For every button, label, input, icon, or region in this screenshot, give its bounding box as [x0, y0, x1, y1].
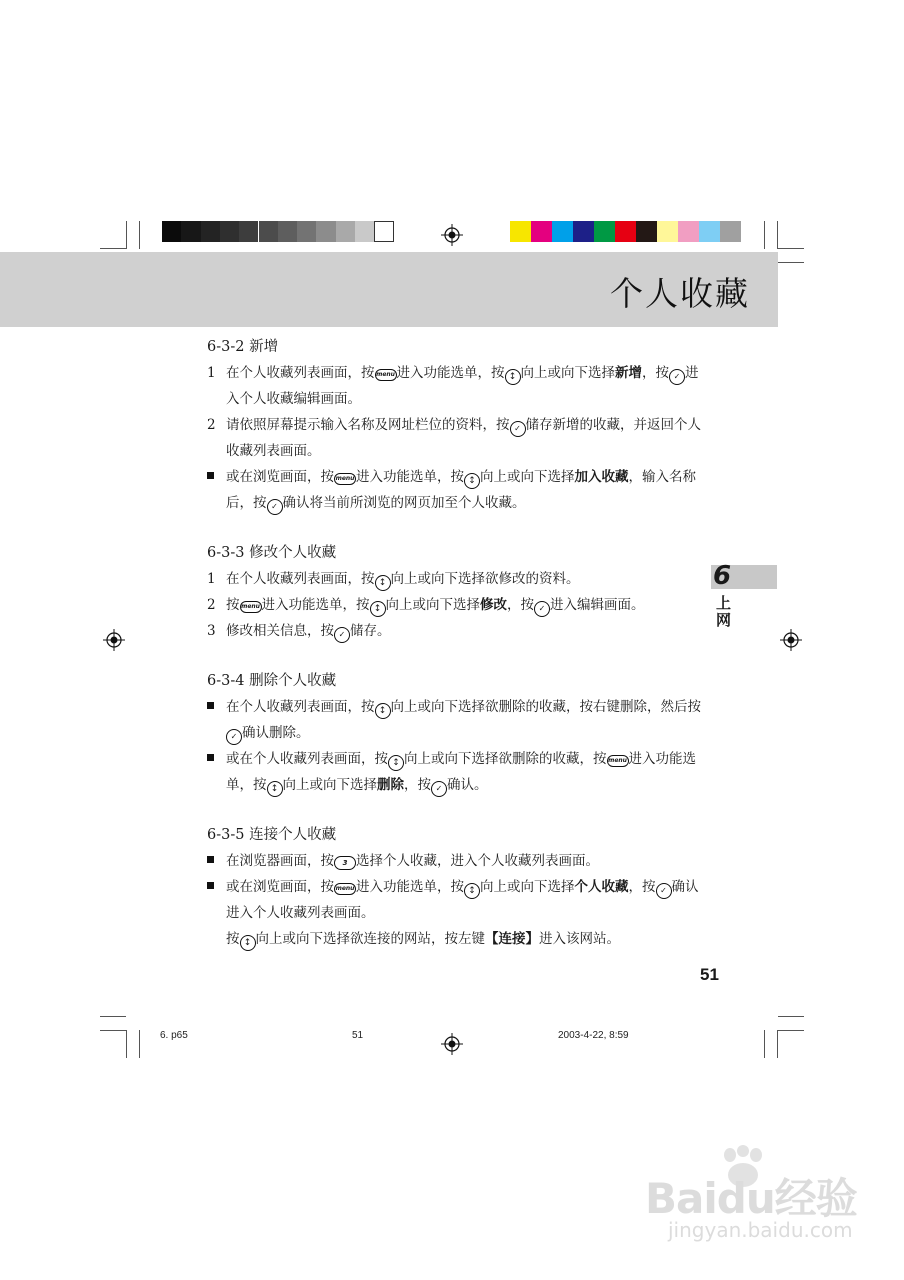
- page-title: 个人收藏: [610, 274, 750, 313]
- list-item: [207, 848, 707, 874]
- crop-mark: [778, 262, 804, 263]
- nav-key-icon: ↕: [505, 369, 521, 385]
- color-swatch: [636, 221, 657, 242]
- watermark-url: jingyan.baidu.com: [668, 1218, 853, 1242]
- list-item: [207, 464, 707, 516]
- body-text: 储存新增的收藏，并返回个人收藏列表画面。: [226, 417, 701, 459]
- section-gap: [207, 644, 707, 668]
- body-text: 或在浏览画面，按: [226, 879, 334, 895]
- crop-mark: [778, 1030, 804, 1031]
- step-number: 1: [207, 571, 216, 587]
- body-text: 向上或向下选择欲修改的资料。: [390, 571, 580, 587]
- footer-page: 51: [352, 1030, 364, 1041]
- menu-key-icon: menu: [240, 601, 262, 613]
- section-title: 6-3-3 修改个人收藏: [207, 545, 337, 561]
- crop-mark: [778, 1016, 804, 1017]
- body-text: 确认。: [447, 777, 488, 793]
- body-text: 或在浏览画面，按: [226, 469, 334, 485]
- body-text: 在个人收藏列表画面，按: [226, 365, 375, 381]
- menu-key-icon: menu: [375, 369, 397, 381]
- list-item: [207, 412, 707, 464]
- body-text: 在浏览器画面，按: [226, 853, 334, 869]
- section-gap: [207, 798, 707, 822]
- bullet-icon: [207, 874, 214, 900]
- list-item: [207, 360, 707, 412]
- body-text: 请依照屏幕提示输入名称及网址栏位的资料，按: [226, 417, 510, 433]
- registration-mark-icon: [103, 629, 125, 651]
- registration-mark-icon: [441, 1033, 463, 1055]
- crop-mark: [100, 1016, 126, 1017]
- manual-content: [207, 334, 707, 952]
- menu-key-icon: menu: [607, 755, 629, 767]
- gray-swatch: [316, 221, 335, 242]
- section-gap: [207, 516, 707, 540]
- body-text: 进入功能选单，按: [356, 469, 464, 485]
- gray-swatch: [201, 221, 220, 242]
- body-text: 向上或向下选择: [282, 777, 377, 793]
- color-swatch: [573, 221, 594, 242]
- body-text: 进入功能选单，按: [226, 751, 696, 793]
- body-text: 修改相关信息，按: [226, 623, 334, 639]
- color-swatch: [678, 221, 699, 242]
- body-text: 确认进入个人收藏列表画面。: [226, 879, 699, 921]
- body-text: 选择个人收藏，进入个人收藏列表画面。: [356, 853, 599, 869]
- number-key-icon: 3: [334, 856, 356, 870]
- menu-option-label: 新增: [615, 365, 642, 381]
- gray-swatch: [181, 221, 200, 242]
- list-item: [207, 746, 707, 798]
- footer-filename: 6. p65: [160, 1030, 188, 1041]
- section-title: 6-3-2 新增: [207, 339, 279, 355]
- registration-mark-icon: [780, 629, 802, 651]
- chapter-number: 6: [713, 561, 732, 591]
- crop-mark: [139, 221, 140, 249]
- menu-option-label: 加入收藏: [574, 469, 629, 485]
- ok-key-icon: ✓: [267, 499, 283, 515]
- gray-swatch: [278, 221, 297, 242]
- bullet-icon: [207, 464, 214, 490]
- ok-key-icon: ✓: [510, 421, 526, 437]
- list-item: [207, 926, 707, 952]
- crop-mark: [100, 1030, 126, 1031]
- color-swatch: [615, 221, 636, 242]
- list-item: [207, 874, 707, 926]
- body-text: 确认将当前所浏览的网页加至个人收藏。: [282, 495, 526, 511]
- body-text: 进入编辑画面。: [550, 597, 645, 613]
- crop-mark: [100, 248, 126, 249]
- nav-key-icon: ↕: [375, 703, 391, 719]
- chapter-label-char: 网: [716, 611, 732, 629]
- step-number: 2: [207, 597, 216, 613]
- body-text: 进入功能选单，按: [396, 365, 505, 381]
- bullet-icon: [207, 746, 214, 772]
- nav-key-icon: ↕: [370, 601, 386, 617]
- ok-key-icon: ✓: [226, 729, 242, 745]
- body-text: ，输入名称后，按: [226, 469, 696, 511]
- crop-mark: [777, 221, 778, 249]
- nav-key-icon: ↕: [375, 575, 391, 591]
- crop-mark: [126, 1030, 127, 1058]
- bullet-icon: [207, 694, 214, 720]
- chapter-label-char: 上: [716, 594, 732, 612]
- step-number: 2: [207, 417, 216, 433]
- body-text: 向上或向下选择欲连接的网站，按左键: [255, 931, 485, 947]
- ok-key-icon: ✓: [534, 601, 550, 617]
- list-item: [207, 592, 707, 618]
- page-title-band: [0, 252, 778, 327]
- body-text: 在个人收藏列表画面，按: [226, 571, 375, 587]
- body-text: 储存。: [350, 623, 391, 639]
- color-swatch: [657, 221, 678, 242]
- body-text: 向上或向下选择欲删除的收藏，按右键删除，然后按: [390, 699, 701, 715]
- nav-key-icon: ↕: [240, 935, 256, 951]
- footer-timestamp: 2003-4-22, 8:59: [558, 1030, 629, 1041]
- body-text: ，按: [507, 597, 534, 613]
- nav-key-icon: ↕: [267, 781, 283, 797]
- gray-swatch: [374, 221, 393, 242]
- body-text: 向上或向下选择欲删除的收藏，按: [404, 751, 607, 767]
- step-number: 1: [207, 365, 216, 381]
- gray-swatch: [355, 221, 374, 242]
- body-text: 进入该网站。: [539, 931, 620, 947]
- body-text: 按: [226, 597, 240, 613]
- watermark-logo: Baidu经验: [645, 1174, 857, 1223]
- list-item: [207, 694, 707, 746]
- registration-mark-icon: [441, 224, 463, 246]
- crop-mark: [764, 221, 765, 249]
- body-text: 确认删除。: [242, 725, 310, 741]
- page-number: 51: [700, 965, 719, 984]
- body-text: 或在个人收藏列表画面，按: [226, 751, 388, 767]
- gray-swatch: [162, 221, 181, 242]
- menu-key-icon: menu: [334, 473, 356, 485]
- color-swatch: [552, 221, 573, 242]
- crop-mark: [126, 221, 127, 249]
- color-swatch: [699, 221, 720, 242]
- body-text: 向上或向下选择: [480, 469, 575, 485]
- body-text: 向上或向下选择: [520, 365, 615, 381]
- nav-key-icon: ↕: [464, 883, 480, 899]
- body-text: ，按: [642, 365, 669, 381]
- color-swatch: [531, 221, 552, 242]
- color-swatch: [594, 221, 615, 242]
- gray-swatch: [259, 221, 278, 242]
- body-text: 在个人收藏列表画面，按: [226, 699, 375, 715]
- body-text: 按: [226, 931, 240, 947]
- gray-swatch: [239, 221, 258, 242]
- section-title: 6-3-5 连接个人收藏: [207, 827, 337, 843]
- crop-mark: [764, 1030, 765, 1058]
- menu-option-label: 个人收藏: [574, 879, 629, 895]
- gray-swatch: [297, 221, 316, 242]
- menu-option-label: 【连接】: [485, 931, 539, 947]
- step-number: 3: [207, 623, 216, 639]
- ok-key-icon: ✓: [669, 369, 685, 385]
- list-item: [207, 566, 707, 592]
- crop-mark: [778, 248, 804, 249]
- ok-key-icon: ✓: [334, 627, 350, 643]
- nav-key-icon: ↕: [388, 755, 404, 771]
- menu-key-icon: menu: [334, 883, 356, 895]
- color-swatch: [720, 221, 741, 242]
- body-text: 向上或向下选择: [385, 597, 480, 613]
- nav-key-icon: ↕: [464, 473, 480, 489]
- body-text: 向上或向下选择: [480, 879, 575, 895]
- list-item: [207, 618, 707, 644]
- menu-option-label: 修改: [480, 597, 507, 613]
- body-text: 进入功能选单，按: [261, 597, 370, 613]
- section-title: 6-3-4 删除个人收藏: [207, 673, 337, 689]
- body-text: 进入功能选单，按: [356, 879, 464, 895]
- gray-swatch: [220, 221, 239, 242]
- body-text: ，按: [628, 879, 656, 895]
- menu-option-label: 删除: [377, 777, 404, 793]
- ok-key-icon: ✓: [431, 781, 447, 797]
- ok-key-icon: ✓: [656, 883, 672, 899]
- body-text: 进入个人收藏编辑画面。: [226, 365, 699, 407]
- color-swatch: [510, 221, 531, 242]
- bullet-icon: [207, 848, 214, 874]
- gray-swatch: [336, 221, 355, 242]
- crop-mark: [139, 1030, 140, 1058]
- crop-mark: [777, 1030, 778, 1058]
- body-text: ，按: [404, 777, 431, 793]
